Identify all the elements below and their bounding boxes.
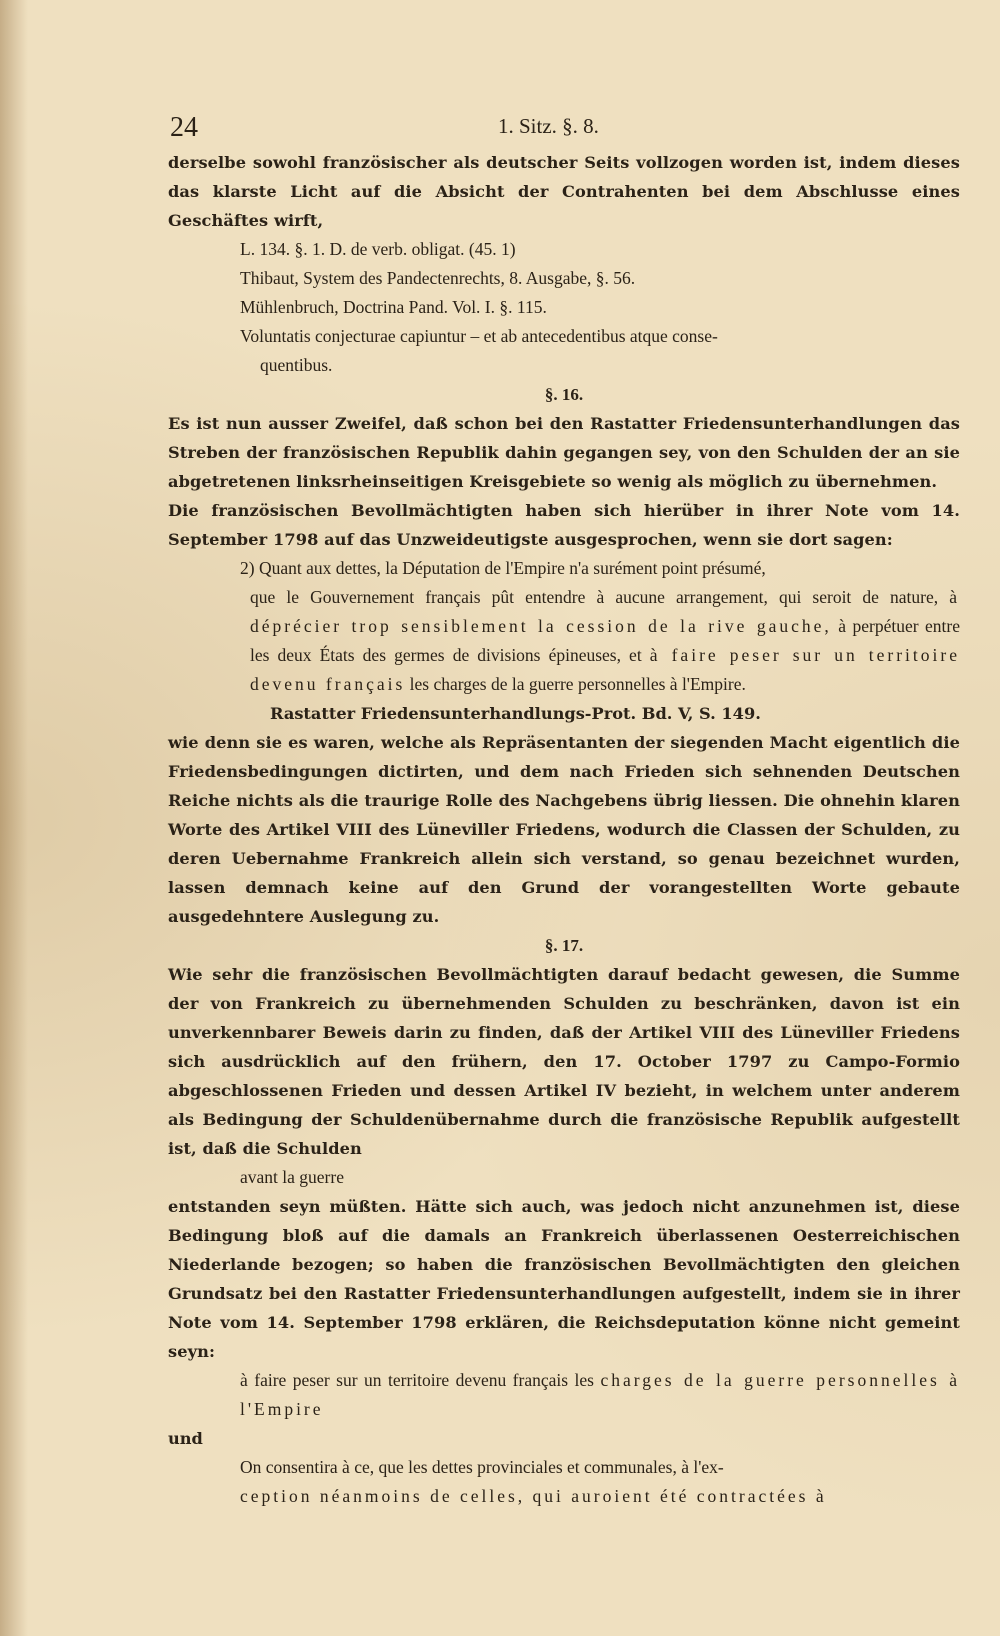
citation-2: Thibaut, System des Pandectenrechts, 8. Ausgabe, §. 56. xyxy=(240,268,636,288)
protocol-reference: Rastatter Friedensunterhandlungs-Prot. Bd. V, S. 149. xyxy=(270,704,761,723)
paragraph-2: Es ist nun ausser Zweifel, daß schon bei den Rastatter Friedensunterhandlungen das Streben der französischen Republik dahin gegangen sey, von den Schulden der an sie abgetretenen linksrheinseitigen Kreisgebiete so wenig als möglich zu übernehmen. xyxy=(168,414,960,491)
page-header xyxy=(168,108,960,148)
running-head: 1. Sitz. §. 8. xyxy=(498,114,599,138)
quote-1-line-a: 2) Quant aux dettes, la Députation de l'Empire n'a surément point présumé, xyxy=(240,558,766,578)
book-page xyxy=(168,108,960,1511)
paragraph-3: Die französischen Bevollmächtigten haben sich hierüber in ihrer Note vom 14. September 1798 auf das Unzweideutigste ausgesprochen, wenn sie dort sagen: xyxy=(168,501,960,549)
quote-1-line-b: que le Gouvernement français pût entendre à aucune arrangement, qui seroit de nature, à déprécier trop sensiblement la cession de la rive gauche, à perpétuer entre les deux États des germes de divisions épineuses, et à faire peser sur un territoire devenu français les charges de la guerre personnelles à l'Empire. xyxy=(250,587,961,694)
paragraph-4: wie denn sie es waren, welche als Repräsentanten der siegenden Macht eigentlich die Friedensbedingungen dictirten, und dem nach Frieden sich sehnenden Deutschen Reiche nichts als die traurige Rolle des Nachgebens übrig liessen. Die ohnehin klaren Worte des Artikel VIII des Lüneviller Friedens, wodurch die Classen der Schulden, zu deren Uebernahme Frankreich allein sich verstand, so genau bezeichnet wurden, lassen demnach keine auf den Grund der vorangestellten Worte gebaute ausgedehntere Auslegung zu. xyxy=(168,733,960,926)
section-17-heading: §. 17. xyxy=(544,936,584,955)
citation-4-cont: quentibus. xyxy=(260,355,333,375)
french-quote-1 xyxy=(168,554,960,699)
conjunction-und: und xyxy=(168,1429,203,1448)
paragraph-5: Wie sehr die französischen Bevollmächtigten darauf bedacht gewesen, die Summe der von Frankreich zu übernehmenden Schulden zu beschränken, davon ist ein unverkennbarer Beweis darin zu finden, daß der Artikel VIII des Lüneviller Friedens sich ausdrücklich auf den frühern, den 17. October 1797 zu Campo-Formio abgeschlossenen Frieden und dessen Artikel IV bezieht, in welchem unter anderem als Bedingung der Schuldenübernahme durch die französische Republik aufgestellt ist, daß die Schulden xyxy=(168,965,960,1158)
french-quote-2: avant la guerre xyxy=(240,1167,344,1187)
french-quote-3: à faire peser sur un territoire devenu français les charges de la guerre personnelles à l'Empire xyxy=(240,1370,961,1419)
citation-1: L. 134. §. 1. D. de verb. obligat. (45. 1) xyxy=(240,239,516,259)
binding-shadow xyxy=(0,0,28,1636)
french-quote-4: On consentira à ce, que les dettes provinciales et communales, à l'ex- ception néanmoins de celles, qui auroient été contractées à xyxy=(240,1457,827,1506)
paragraph-6: entstanden seyn müßten. Hätte sich auch, was jedoch nicht anzunehmen ist, diese Bedingung bloß auf die damals an Frankreich überlassenen Oesterreichischen Niederlande bezogen; so haben die französischen Bevollmächtigten den gleichen Grundsatz bei den Rastatter Friedensunterhandlungen aufgestellt, indem sie in ihrer Note vom 14. September 1798 erklären, die Reichsdeputation könne nicht gemeint seyn: xyxy=(168,1197,960,1361)
paragraph-1: derselbe sowohl französischer als deutscher Seits vollzogen worden ist, indem dieses das klarste Licht auf die Absicht der Contrahenten bei dem Abschlusse eines Geschäftes wirft, xyxy=(168,153,960,230)
citation-4: Voluntatis conjecturae capiuntur – et ab antecedentibus atque conse- xyxy=(240,326,718,346)
citation-3: Mühlenbruch, Doctrina Pand. Vol. I. §. 115. xyxy=(240,297,547,317)
page-number: 24 xyxy=(170,112,198,143)
section-16-heading: §. 16. xyxy=(544,385,584,404)
